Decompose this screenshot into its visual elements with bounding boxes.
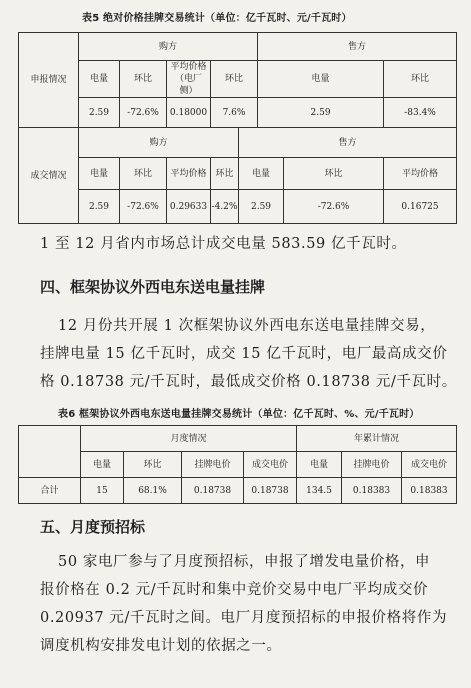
bid-sell-col-change: 环比	[384, 61, 457, 98]
annual-header: 年累计情况	[297, 426, 457, 452]
paragraph-west-east-line-3: 格 0.18738 元/千瓦时，最低成交价格 0.18738 元/千瓦时。	[40, 374, 457, 390]
bid-sell-header: 售方	[258, 33, 457, 61]
table6-caption: 表6 框架协议外西电东送电量挂牌交易统计（单位：亿千瓦时、%、元/千瓦时）	[58, 409, 420, 420]
monthly-header: 月度情况	[81, 426, 297, 452]
deal-buy-header: 购方	[79, 128, 239, 158]
paragraph-pretender-line-3: 0.20937 元/千瓦时之间。电厂月度预招标的申报价格将作为	[40, 610, 448, 626]
deal-sell-change: -72.6%	[284, 190, 384, 224]
month-listed-price: 0.18738	[182, 478, 244, 504]
bid-buy-col-change2: 环比	[211, 61, 258, 98]
bid-buy-col-volume: 电量	[79, 61, 120, 98]
paragraph-pretender-line-1: 50 家电厂参与了月度预招标，申报了增发电量价格，申	[58, 554, 431, 570]
bid-buy-change: -72.6%	[120, 98, 167, 128]
deal-sell-col-price: 平均价格	[384, 158, 457, 190]
bid-buy-col-change: 环比	[120, 61, 167, 98]
year-col-volume: 电量	[297, 452, 342, 478]
deal-buy-change: -72.6%	[120, 190, 167, 224]
month-col-listed-price: 挂牌电价	[182, 452, 244, 478]
paragraph-west-east-line-1: 12 月份共开展 1 次框架协议外西电东送电量挂牌交易，	[58, 318, 436, 334]
bid-buy-volume: 2.59	[79, 98, 120, 128]
paragraph-west-east-line-2: 挂牌电量 15 亿千瓦时，成交 15 亿千瓦时，电厂最高成交价	[40, 346, 448, 362]
paragraph-annual-total: 1 至 12 月省内市场总计成交电量 583.59 亿千瓦时。	[40, 236, 407, 252]
month-col-change: 环比	[124, 452, 182, 478]
table5-caption: 表5 绝对价格挂牌交易统计（单位：亿千瓦时、元/千瓦时）	[82, 13, 352, 24]
month-col-deal-price: 成交电价	[244, 452, 297, 478]
deal-sell-volume: 2.59	[239, 190, 284, 224]
deal-buy-col-volume: 电量	[79, 158, 120, 190]
month-deal-price: 0.18738	[244, 478, 297, 504]
month-change: 68.1%	[124, 478, 182, 504]
bid-sell-col-volume: 电量	[258, 61, 384, 98]
year-col-listed-price: 挂牌电价	[342, 452, 402, 478]
section-heading-5: 五、月度预招标	[40, 518, 146, 536]
deal-sell-col-change: 环比	[284, 158, 384, 190]
row-label-bid: 申报情况	[19, 33, 79, 128]
year-deal-price: 0.18383	[402, 478, 457, 504]
table6	[18, 425, 457, 504]
bid-buy-col-price: 平均价格（电厂侧）	[167, 61, 211, 98]
bid-sell-change: -83.4%	[384, 98, 457, 128]
table5	[18, 32, 457, 224]
total-row-label: 合计	[19, 478, 81, 504]
bid-buy-change2: 7.6%	[211, 98, 258, 128]
deal-buy-volume: 2.59	[79, 190, 120, 224]
deal-buy-col-change: 环比	[120, 158, 167, 190]
paragraph-pretender-line-2: 报价格在 0.2 元/千瓦时和集中竞价交易中电厂平均成交价	[40, 582, 429, 598]
paragraph-pretender-line-4: 调度机构安排发电计划的依据之一。	[40, 638, 282, 654]
deal-buy-change2: -4.2%	[211, 190, 239, 224]
year-col-deal-price: 成交电价	[402, 452, 457, 478]
row-label-deal: 成交情况	[19, 128, 79, 224]
deal-sell-col-volume: 电量	[239, 158, 284, 190]
section-heading-4: 四、框架协议外西电东送电量挂牌	[40, 278, 266, 296]
month-col-volume: 电量	[81, 452, 124, 478]
deal-buy-col-price: 平均价格	[167, 158, 211, 190]
bid-sell-volume: 2.59	[258, 98, 384, 128]
deal-buy-col-change2: 环比	[211, 158, 239, 190]
month-volume: 15	[81, 478, 124, 504]
deal-sell-header: 售方	[239, 128, 457, 158]
table6-corner	[19, 426, 81, 478]
bid-buy-price: 0.18000	[167, 98, 211, 128]
year-volume: 134.5	[297, 478, 342, 504]
deal-buy-price: 0.29633	[167, 190, 211, 224]
bid-buy-header: 购方	[79, 33, 258, 61]
deal-sell-price: 0.16725	[384, 190, 457, 224]
year-listed-price: 0.18383	[342, 478, 402, 504]
